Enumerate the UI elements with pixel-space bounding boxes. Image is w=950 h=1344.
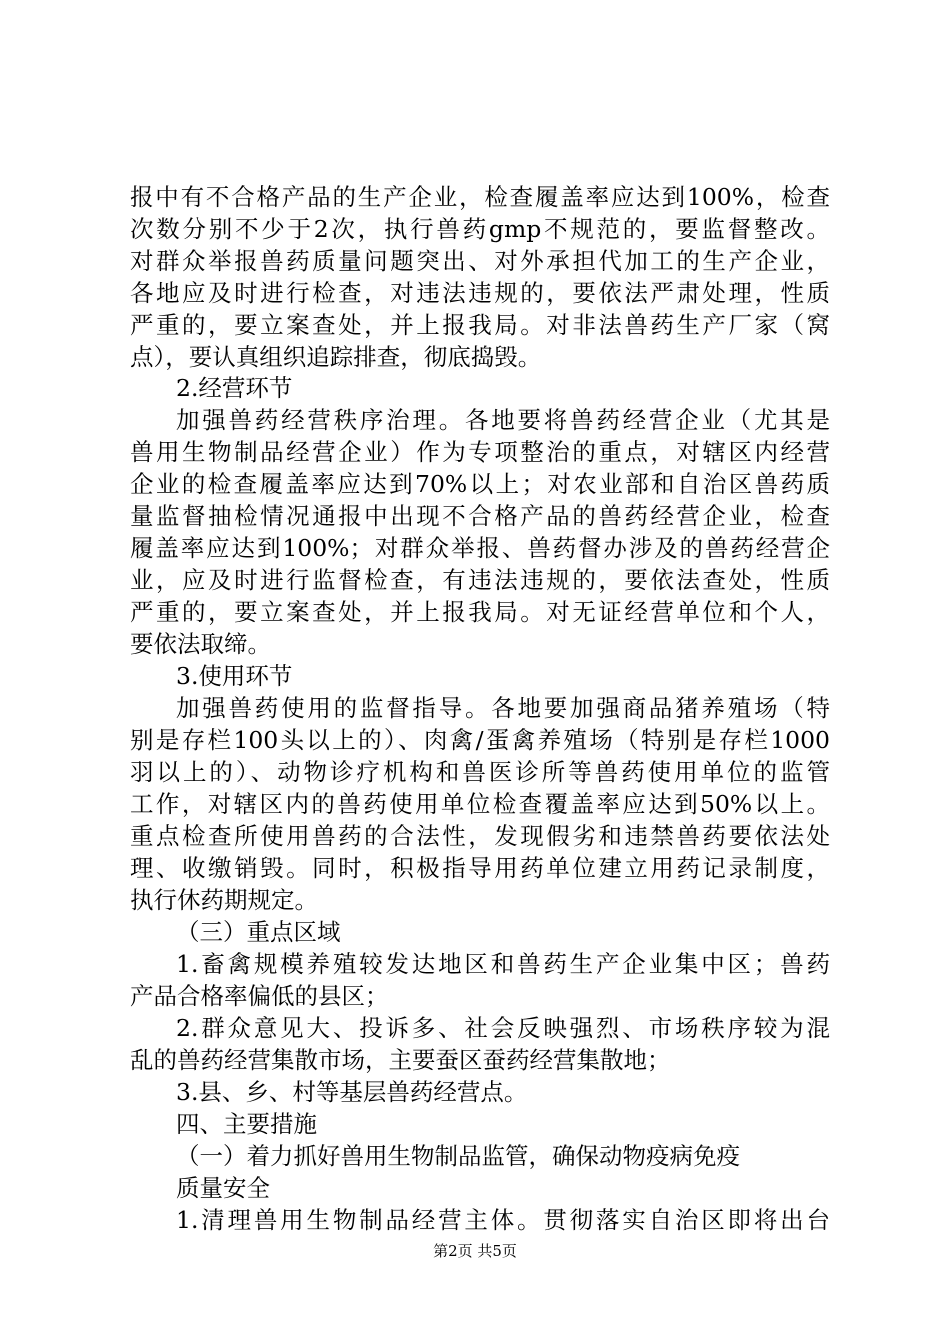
- text-line: 乱的兽药经营集散市场，主要蚕区蚕药经营集散地；: [130, 1046, 671, 1074]
- text-line: 产品合格率偏低的县区；: [130, 982, 389, 1010]
- text-line: 3.县、乡、村等基层兽药经营点。: [176, 1078, 528, 1106]
- text-line: 对群众举报兽药质量问题突出、对外承担代加工的生产企业，: [130, 247, 830, 275]
- text-line: 业，应及时进行监督检查，有违法违规的，要依法查处，性质: [130, 566, 830, 594]
- section-heading: （三）重点区域: [176, 918, 341, 946]
- section-heading: 质量安全: [176, 1174, 270, 1202]
- text-line: 量监督抽检情况通报中出现不合格产品的兽药经营企业，检查: [130, 502, 830, 530]
- text-line: 重点检查所使用兽药的合法性，发现假劣和违禁兽药要依法处: [130, 822, 830, 850]
- section-heading: 3.使用环节: [176, 662, 293, 690]
- text-line: 报中有不合格产品的生产企业，检查履盖率应达到100%，检查: [130, 183, 830, 211]
- text-line: 2.群众意见大、投诉多、社会反映强烈、市场秩序较为混: [176, 1014, 830, 1042]
- text-line: 次数分别不少于2次，执行兽药gmp不规范的，要监督整改。: [130, 215, 830, 243]
- text-line: 1.畜禽规模养殖较发达地区和兽药生产企业集中区；兽药: [176, 950, 830, 978]
- text-line: 工作，对辖区内的兽药使用单位检查覆盖率应达到50%以上。: [130, 790, 830, 818]
- text-line: 加强兽药使用的监督指导。各地要加强商品猪养殖场（特: [176, 694, 830, 722]
- text-line: 羽以上的）、动物诊疗机构和兽医诊所等兽药使用单位的监管: [130, 758, 830, 786]
- text-line: 企业的检查履盖率应达到70%以上；对农业部和自治区兽药质: [130, 470, 830, 498]
- page-number: 第2页 共5页: [433, 1242, 517, 1260]
- text-line: 兽用生物制品经营企业）作为专项整治的重点，对辖区内经营: [130, 438, 830, 466]
- text-line: 严重的，要立案查处，并上报我局。对无证经营单位和个人，: [130, 598, 830, 626]
- text-line: 理、收缴销毁。同时，积极指导用药单位建立用药记录制度，: [130, 854, 830, 882]
- text-line: 点），要认真组织追踪排查，彻底捣毁。: [130, 343, 542, 371]
- text-line: 1.清理兽用生物制品经营主体。贯彻落实自治区即将出台: [176, 1206, 830, 1234]
- text-line: 执行休药期规定。: [130, 886, 318, 914]
- section-heading: （一）着力抓好兽用生物制品监管，确保动物疫病免疫: [176, 1142, 740, 1170]
- text-line: 别是存栏100头以上的）、肉禽/蛋禽养殖场（特别是存栏1000: [130, 726, 830, 754]
- text-line: 严重的，要立案查处，并上报我局。对非法兽药生产厂家（窝: [130, 311, 830, 339]
- text-line: 履盖率应达到100%；对群众举报、兽药督办涉及的兽药经营企: [130, 534, 830, 562]
- section-heading: 2.经营环节: [176, 374, 293, 402]
- text-line: 加强兽药经营秩序治理。各地要将兽药经营企业（尤其是: [176, 406, 830, 434]
- text-line: 要依法取缔。: [130, 630, 271, 658]
- text-line: 各地应及时进行检查，对违法违规的，要依法严肃处理，性质: [130, 279, 830, 307]
- section-heading: 四、主要措施: [176, 1110, 317, 1138]
